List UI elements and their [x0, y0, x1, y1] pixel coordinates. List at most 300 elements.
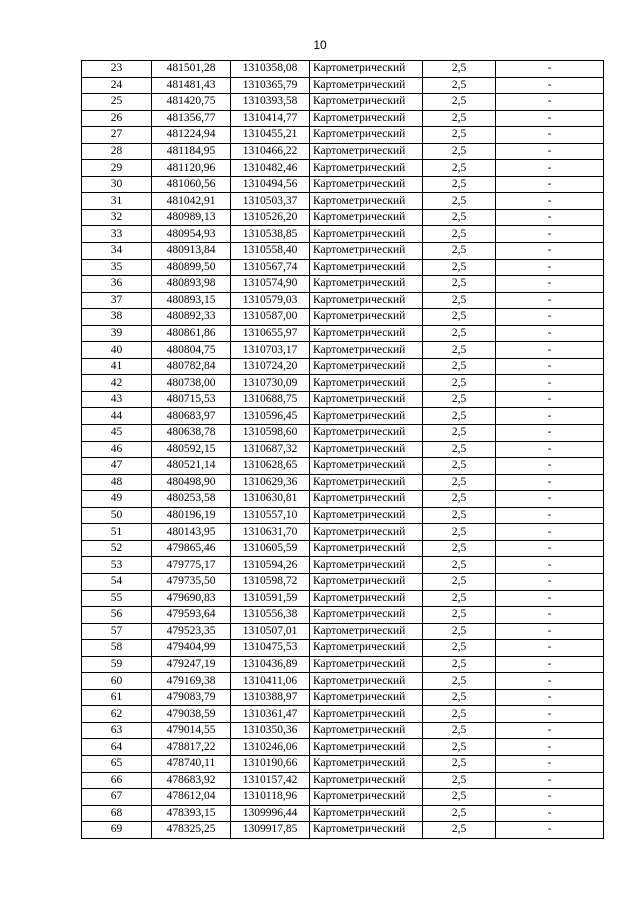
table-row: [82, 739, 604, 756]
y-coordinate-cell: 1310703,17: [231, 342, 310, 359]
y-coordinate-cell: 1310605,59: [231, 540, 310, 557]
table-row: [82, 193, 604, 210]
accuracy-cell: 2,5: [423, 425, 496, 442]
y-coordinate-cell: 1310567,74: [231, 259, 310, 276]
description-cell: -: [496, 656, 604, 673]
description-cell: -: [496, 292, 604, 309]
x-coordinate-cell: 481120,96: [152, 160, 231, 177]
method-cell: Картометрический: [310, 689, 423, 706]
accuracy-cell: 2,5: [423, 590, 496, 607]
table-row: [82, 623, 604, 640]
coordinates-table-body: [82, 61, 604, 839]
accuracy-cell: 2,5: [423, 722, 496, 739]
description-cell: -: [496, 309, 604, 326]
point-number-cell: 40: [82, 342, 152, 359]
point-number-cell: 32: [82, 209, 152, 226]
accuracy-cell: 2,5: [423, 772, 496, 789]
x-coordinate-cell: 479690,83: [152, 590, 231, 607]
y-coordinate-cell: 1310655,97: [231, 325, 310, 342]
method-cell: Картометрический: [310, 573, 423, 590]
description-cell: -: [496, 325, 604, 342]
point-number-cell: 30: [82, 176, 152, 193]
description-cell: -: [496, 673, 604, 690]
y-coordinate-cell: 1310365,79: [231, 77, 310, 94]
accuracy-cell: 2,5: [423, 640, 496, 657]
point-number-cell: 41: [82, 358, 152, 375]
table-row: [82, 755, 604, 772]
y-coordinate-cell: 1310455,21: [231, 127, 310, 144]
point-number-cell: 63: [82, 722, 152, 739]
y-coordinate-cell: 1310361,47: [231, 706, 310, 723]
description-cell: -: [496, 772, 604, 789]
method-cell: Картометрический: [310, 342, 423, 359]
accuracy-cell: 2,5: [423, 358, 496, 375]
table-row: [82, 276, 604, 293]
table-row: [82, 673, 604, 690]
y-coordinate-cell: 1310557,10: [231, 507, 310, 524]
description-cell: -: [496, 540, 604, 557]
x-coordinate-cell: 479523,35: [152, 623, 231, 640]
x-coordinate-cell: 480913,84: [152, 243, 231, 260]
method-cell: Картометрический: [310, 391, 423, 408]
description-cell: -: [496, 607, 604, 624]
description-cell: -: [496, 557, 604, 574]
x-coordinate-cell: 480861,86: [152, 325, 231, 342]
method-cell: Картометрический: [310, 127, 423, 144]
point-number-cell: 26: [82, 110, 152, 127]
method-cell: Картометрический: [310, 722, 423, 739]
x-coordinate-cell: 480143,95: [152, 524, 231, 541]
x-coordinate-cell: 481184,95: [152, 143, 231, 160]
description-cell: -: [496, 408, 604, 425]
y-coordinate-cell: 1310393,58: [231, 94, 310, 111]
y-coordinate-cell: 1310526,20: [231, 209, 310, 226]
description-cell: -: [496, 805, 604, 822]
description-cell: -: [496, 209, 604, 226]
table-row: [82, 325, 604, 342]
point-number-cell: 52: [82, 540, 152, 557]
y-coordinate-cell: 1310630,81: [231, 491, 310, 508]
table-row: [82, 176, 604, 193]
method-cell: Картометрический: [310, 491, 423, 508]
table-row: [82, 607, 604, 624]
table-row: [82, 61, 604, 78]
y-coordinate-cell: 1310482,46: [231, 160, 310, 177]
method-cell: Картометрический: [310, 772, 423, 789]
accuracy-cell: 2,5: [423, 375, 496, 392]
description-cell: -: [496, 822, 604, 839]
point-number-cell: 37: [82, 292, 152, 309]
point-number-cell: 34: [82, 243, 152, 260]
x-coordinate-cell: 479169,38: [152, 673, 231, 690]
x-coordinate-cell: 480638,78: [152, 425, 231, 442]
x-coordinate-cell: 478817,22: [152, 739, 231, 756]
y-coordinate-cell: 1310246,06: [231, 739, 310, 756]
accuracy-cell: 2,5: [423, 755, 496, 772]
table-row: [82, 441, 604, 458]
point-number-cell: 27: [82, 127, 152, 144]
description-cell: -: [496, 789, 604, 806]
method-cell: Картометрический: [310, 706, 423, 723]
description-cell: -: [496, 342, 604, 359]
y-coordinate-cell: 1310190,66: [231, 755, 310, 772]
y-coordinate-cell: 1310475,53: [231, 640, 310, 657]
y-coordinate-cell: 1310687,32: [231, 441, 310, 458]
accuracy-cell: 2,5: [423, 822, 496, 839]
table-row: [82, 789, 604, 806]
accuracy-cell: 2,5: [423, 127, 496, 144]
table-row: [82, 259, 604, 276]
point-number-cell: 25: [82, 94, 152, 111]
method-cell: Картометрический: [310, 739, 423, 756]
point-number-cell: 48: [82, 474, 152, 491]
method-cell: Картометрический: [310, 309, 423, 326]
table-row: [82, 408, 604, 425]
accuracy-cell: 2,5: [423, 259, 496, 276]
x-coordinate-cell: 480782,84: [152, 358, 231, 375]
description-cell: -: [496, 160, 604, 177]
x-coordinate-cell: 480715,53: [152, 391, 231, 408]
method-cell: Картометрический: [310, 193, 423, 210]
point-number-cell: 24: [82, 77, 152, 94]
table-row: [82, 160, 604, 177]
point-number-cell: 59: [82, 656, 152, 673]
method-cell: Картометрический: [310, 61, 423, 78]
point-number-cell: 33: [82, 226, 152, 243]
table-row: [82, 342, 604, 359]
table-row: [82, 656, 604, 673]
description-cell: -: [496, 573, 604, 590]
method-cell: Картометрический: [310, 94, 423, 111]
table-row: [82, 358, 604, 375]
accuracy-cell: 2,5: [423, 77, 496, 94]
x-coordinate-cell: 479404,99: [152, 640, 231, 657]
accuracy-cell: 2,5: [423, 623, 496, 640]
x-coordinate-cell: 481481,43: [152, 77, 231, 94]
accuracy-cell: 2,5: [423, 739, 496, 756]
description-cell: -: [496, 110, 604, 127]
method-cell: Картометрический: [310, 209, 423, 226]
x-coordinate-cell: 480804,75: [152, 342, 231, 359]
point-number-cell: 31: [82, 193, 152, 210]
x-coordinate-cell: 479247,19: [152, 656, 231, 673]
x-coordinate-cell: 480253,58: [152, 491, 231, 508]
description-cell: -: [496, 722, 604, 739]
point-number-cell: 43: [82, 391, 152, 408]
y-coordinate-cell: 1310598,72: [231, 573, 310, 590]
method-cell: Картометрический: [310, 673, 423, 690]
x-coordinate-cell: 481042,91: [152, 193, 231, 210]
point-number-cell: 23: [82, 61, 152, 78]
table-row: [82, 772, 604, 789]
method-cell: Картометрический: [310, 160, 423, 177]
description-cell: -: [496, 491, 604, 508]
method-cell: Картометрический: [310, 375, 423, 392]
point-number-cell: 56: [82, 607, 152, 624]
method-cell: Картометрический: [310, 805, 423, 822]
description-cell: -: [496, 474, 604, 491]
x-coordinate-cell: 479865,46: [152, 540, 231, 557]
coordinates-table: [81, 60, 604, 839]
accuracy-cell: 2,5: [423, 110, 496, 127]
method-cell: Картометрический: [310, 259, 423, 276]
description-cell: -: [496, 441, 604, 458]
x-coordinate-cell: 481224,94: [152, 127, 231, 144]
x-coordinate-cell: 481356,77: [152, 110, 231, 127]
y-coordinate-cell: 1310631,70: [231, 524, 310, 541]
point-number-cell: 47: [82, 458, 152, 475]
y-coordinate-cell: 1310558,40: [231, 243, 310, 260]
description-cell: -: [496, 375, 604, 392]
y-coordinate-cell: 1310579,03: [231, 292, 310, 309]
accuracy-cell: 2,5: [423, 160, 496, 177]
accuracy-cell: 2,5: [423, 143, 496, 160]
accuracy-cell: 2,5: [423, 276, 496, 293]
table-row: [82, 292, 604, 309]
x-coordinate-cell: 480954,93: [152, 226, 231, 243]
point-number-cell: 64: [82, 739, 152, 756]
table-row: [82, 474, 604, 491]
accuracy-cell: 2,5: [423, 524, 496, 541]
point-number-cell: 68: [82, 805, 152, 822]
point-number-cell: 45: [82, 425, 152, 442]
method-cell: Картометрический: [310, 408, 423, 425]
table-row: [82, 689, 604, 706]
method-cell: Картометрический: [310, 325, 423, 342]
y-coordinate-cell: 1310596,45: [231, 408, 310, 425]
method-cell: Картометрический: [310, 507, 423, 524]
point-number-cell: 69: [82, 822, 152, 839]
table-row: [82, 226, 604, 243]
description-cell: -: [496, 193, 604, 210]
description-cell: -: [496, 143, 604, 160]
point-number-cell: 29: [82, 160, 152, 177]
x-coordinate-cell: 480521,14: [152, 458, 231, 475]
description-cell: -: [496, 358, 604, 375]
point-number-cell: 54: [82, 573, 152, 590]
x-coordinate-cell: 478325,25: [152, 822, 231, 839]
y-coordinate-cell: 1310494,56: [231, 176, 310, 193]
x-coordinate-cell: 479014,55: [152, 722, 231, 739]
table-row: [82, 524, 604, 541]
y-coordinate-cell: 1310574,90: [231, 276, 310, 293]
x-coordinate-cell: 480738,00: [152, 375, 231, 392]
table-row: [82, 209, 604, 226]
point-number-cell: 35: [82, 259, 152, 276]
accuracy-cell: 2,5: [423, 805, 496, 822]
y-coordinate-cell: 1310688,75: [231, 391, 310, 408]
accuracy-cell: 2,5: [423, 540, 496, 557]
method-cell: Картометрический: [310, 110, 423, 127]
table-row: [82, 557, 604, 574]
table-row: [82, 110, 604, 127]
accuracy-cell: 2,5: [423, 573, 496, 590]
point-number-cell: 62: [82, 706, 152, 723]
x-coordinate-cell: 480196,19: [152, 507, 231, 524]
description-cell: -: [496, 689, 604, 706]
method-cell: Картометрический: [310, 789, 423, 806]
x-coordinate-cell: 480498,90: [152, 474, 231, 491]
table-row: [82, 309, 604, 326]
description-cell: -: [496, 755, 604, 772]
method-cell: Картометрический: [310, 822, 423, 839]
accuracy-cell: 2,5: [423, 176, 496, 193]
x-coordinate-cell: 479775,17: [152, 557, 231, 574]
method-cell: Картометрический: [310, 358, 423, 375]
accuracy-cell: 2,5: [423, 507, 496, 524]
x-coordinate-cell: 478740,11: [152, 755, 231, 772]
method-cell: Картометрический: [310, 640, 423, 657]
point-number-cell: 38: [82, 309, 152, 326]
y-coordinate-cell: 1310730,09: [231, 375, 310, 392]
y-coordinate-cell: 1310628,65: [231, 458, 310, 475]
table-row: [82, 540, 604, 557]
table-row: [82, 640, 604, 657]
x-coordinate-cell: 480899,50: [152, 259, 231, 276]
accuracy-cell: 2,5: [423, 607, 496, 624]
x-coordinate-cell: 479038,59: [152, 706, 231, 723]
description-cell: -: [496, 524, 604, 541]
point-number-cell: 57: [82, 623, 152, 640]
accuracy-cell: 2,5: [423, 325, 496, 342]
method-cell: Картометрический: [310, 292, 423, 309]
description-cell: -: [496, 739, 604, 756]
x-coordinate-cell: 481501,28: [152, 61, 231, 78]
accuracy-cell: 2,5: [423, 226, 496, 243]
y-coordinate-cell: 1310587,00: [231, 309, 310, 326]
method-cell: Картометрический: [310, 276, 423, 293]
x-coordinate-cell: 480989,13: [152, 209, 231, 226]
x-coordinate-cell: 480683,97: [152, 408, 231, 425]
x-coordinate-cell: 478612,04: [152, 789, 231, 806]
table-row: [82, 573, 604, 590]
accuracy-cell: 2,5: [423, 706, 496, 723]
point-number-cell: 60: [82, 673, 152, 690]
method-cell: Картометрический: [310, 557, 423, 574]
accuracy-cell: 2,5: [423, 656, 496, 673]
table-row: [82, 425, 604, 442]
table-row: [82, 722, 604, 739]
accuracy-cell: 2,5: [423, 458, 496, 475]
description-cell: -: [496, 391, 604, 408]
x-coordinate-cell: 480893,98: [152, 276, 231, 293]
method-cell: Картометрический: [310, 755, 423, 772]
accuracy-cell: 2,5: [423, 342, 496, 359]
point-number-cell: 39: [82, 325, 152, 342]
accuracy-cell: 2,5: [423, 292, 496, 309]
table-row: [82, 243, 604, 260]
point-number-cell: 55: [82, 590, 152, 607]
table-row: [82, 77, 604, 94]
accuracy-cell: 2,5: [423, 193, 496, 210]
description-cell: -: [496, 127, 604, 144]
accuracy-cell: 2,5: [423, 474, 496, 491]
method-cell: Картометрический: [310, 656, 423, 673]
y-coordinate-cell: 1310466,22: [231, 143, 310, 160]
x-coordinate-cell: 481420,75: [152, 94, 231, 111]
accuracy-cell: 2,5: [423, 61, 496, 78]
description-cell: -: [496, 243, 604, 260]
y-coordinate-cell: 1310724,20: [231, 358, 310, 375]
accuracy-cell: 2,5: [423, 557, 496, 574]
description-cell: -: [496, 623, 604, 640]
x-coordinate-cell: 481060,56: [152, 176, 231, 193]
y-coordinate-cell: 1310598,60: [231, 425, 310, 442]
point-number-cell: 67: [82, 789, 152, 806]
method-cell: Картометрический: [310, 524, 423, 541]
table-row: [82, 127, 604, 144]
point-number-cell: 51: [82, 524, 152, 541]
y-coordinate-cell: 1310591,59: [231, 590, 310, 607]
method-cell: Картометрический: [310, 143, 423, 160]
table-row: [82, 391, 604, 408]
y-coordinate-cell: 1309917,85: [231, 822, 310, 839]
accuracy-cell: 2,5: [423, 309, 496, 326]
y-coordinate-cell: 1310507,01: [231, 623, 310, 640]
method-cell: Картометрический: [310, 607, 423, 624]
table-row: [82, 458, 604, 475]
x-coordinate-cell: 479593,64: [152, 607, 231, 624]
description-cell: -: [496, 94, 604, 111]
method-cell: Картометрический: [310, 77, 423, 94]
table-row: [82, 94, 604, 111]
x-coordinate-cell: 478683,92: [152, 772, 231, 789]
table-row: [82, 375, 604, 392]
point-number-cell: 36: [82, 276, 152, 293]
description-cell: -: [496, 226, 604, 243]
accuracy-cell: 2,5: [423, 789, 496, 806]
point-number-cell: 44: [82, 408, 152, 425]
y-coordinate-cell: 1310350,36: [231, 722, 310, 739]
method-cell: Картометрический: [310, 623, 423, 640]
table-row: [82, 706, 604, 723]
accuracy-cell: 2,5: [423, 209, 496, 226]
point-number-cell: 61: [82, 689, 152, 706]
table-row: [82, 590, 604, 607]
description-cell: -: [496, 276, 604, 293]
method-cell: Картометрический: [310, 540, 423, 557]
x-coordinate-cell: 479735,50: [152, 573, 231, 590]
method-cell: Картометрический: [310, 425, 423, 442]
table-row: [82, 491, 604, 508]
point-number-cell: 49: [82, 491, 152, 508]
x-coordinate-cell: 480592,15: [152, 441, 231, 458]
y-coordinate-cell: 1310436,89: [231, 656, 310, 673]
table-row: [82, 805, 604, 822]
point-number-cell: 50: [82, 507, 152, 524]
description-cell: -: [496, 61, 604, 78]
y-coordinate-cell: 1310388,97: [231, 689, 310, 706]
method-cell: Картометрический: [310, 590, 423, 607]
y-coordinate-cell: 1310414,77: [231, 110, 310, 127]
method-cell: Картометрический: [310, 458, 423, 475]
x-coordinate-cell: 480892,33: [152, 309, 231, 326]
description-cell: -: [496, 706, 604, 723]
accuracy-cell: 2,5: [423, 491, 496, 508]
table-row: [82, 822, 604, 839]
description-cell: -: [496, 259, 604, 276]
description-cell: -: [496, 77, 604, 94]
description-cell: -: [496, 640, 604, 657]
accuracy-cell: 2,5: [423, 673, 496, 690]
accuracy-cell: 2,5: [423, 441, 496, 458]
x-coordinate-cell: 479083,79: [152, 689, 231, 706]
y-coordinate-cell: 1310556,38: [231, 607, 310, 624]
accuracy-cell: 2,5: [423, 408, 496, 425]
y-coordinate-cell: 1310358,08: [231, 61, 310, 78]
point-number-cell: 65: [82, 755, 152, 772]
point-number-cell: 28: [82, 143, 152, 160]
